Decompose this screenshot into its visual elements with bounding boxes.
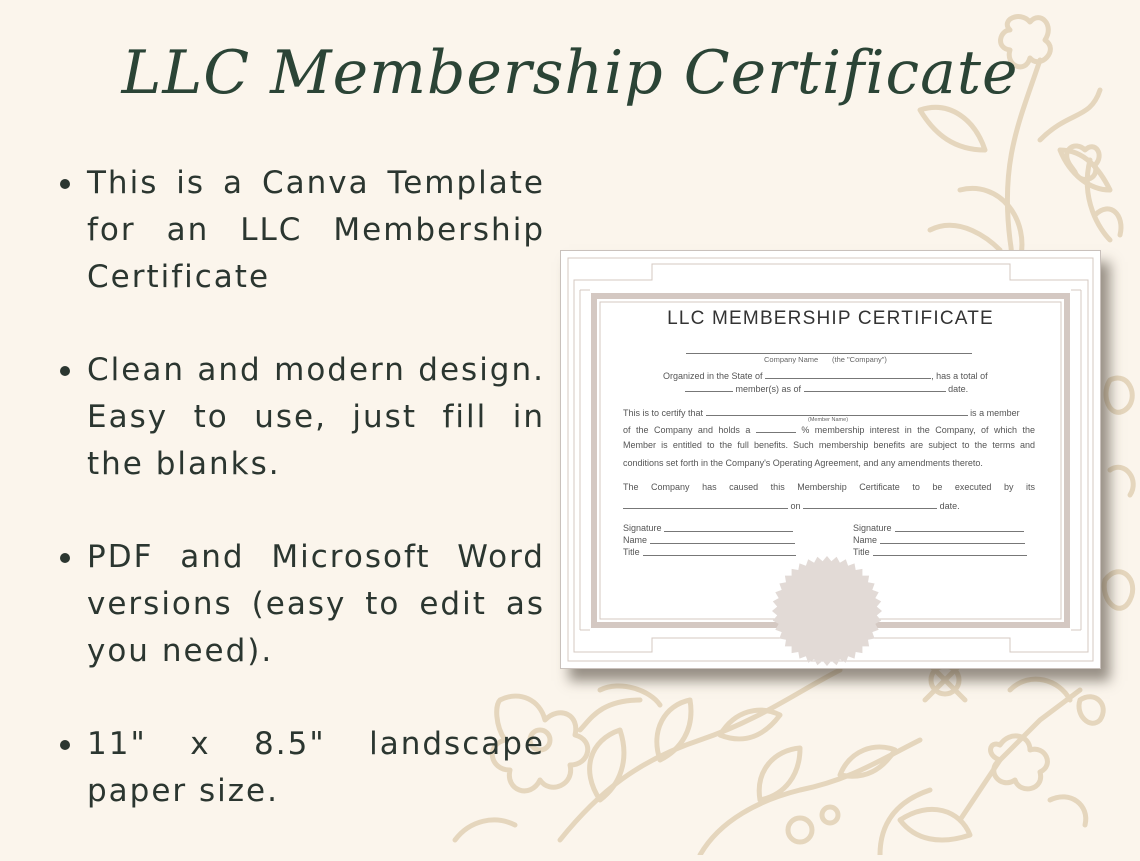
certificate-title: LLC MEMBERSHIP CERTIFICATE	[667, 308, 994, 329]
company-name-label: Company Name	[764, 355, 819, 364]
executed-date-label: date.	[939, 501, 960, 511]
company-alias-label: (the "Company")	[832, 355, 887, 364]
bullet-dot-icon	[60, 179, 70, 189]
bullet-dot-icon	[60, 740, 70, 750]
executed-date-blank	[803, 499, 937, 509]
feature-text: Clean and modern design. Easy to use, just fill in the blanks.	[87, 352, 545, 482]
feature-list	[60, 160, 545, 861]
percentage-blank	[756, 423, 796, 433]
signature-left-row	[623, 522, 793, 534]
on-label: on	[790, 501, 801, 511]
feature-item	[60, 721, 545, 815]
company-name-line	[686, 353, 972, 354]
title-right-blank	[873, 555, 1027, 556]
members-count-blank	[685, 382, 733, 392]
organized-line	[663, 369, 988, 381]
member-name-blank	[706, 406, 968, 416]
feature-item	[60, 534, 545, 675]
title-left-label: Title	[623, 547, 640, 557]
name-left-label: Name	[623, 535, 648, 545]
title-right-label: Title	[853, 547, 870, 557]
holds-line	[623, 423, 1035, 435]
executed-line: The Company has caused this Membership Certificate to be executed by its	[623, 482, 1035, 492]
certificate-preview	[560, 250, 1101, 669]
signature-right-row	[853, 522, 1024, 534]
signature-left-label: Signature	[623, 523, 662, 533]
certify-prefix: This is to certify that	[623, 408, 704, 418]
signature-right-blank	[895, 531, 1024, 532]
seal-icon	[771, 555, 883, 667]
name-left-row	[623, 534, 795, 546]
title-left-row	[623, 546, 796, 558]
certify-suffix: is a member	[970, 408, 1020, 418]
holds-prefix: of the Company and holds a	[623, 425, 751, 435]
name-right-label: Name	[853, 535, 878, 545]
member-name-hint: (Member Name)	[808, 417, 849, 423]
organized-prefix: Organized in the State of	[663, 371, 763, 381]
bullet-dot-icon	[60, 366, 70, 376]
page-title: LLC Membership Certificate	[121, 38, 1019, 108]
holds-suffix: % membership interest in the Company, of which the	[801, 425, 1035, 435]
members-date-blank	[804, 382, 946, 392]
title-right-row	[853, 546, 1027, 558]
feature-item	[60, 347, 545, 488]
members-date-label: date.	[948, 384, 969, 394]
bullet-dot-icon	[60, 553, 70, 563]
signature-right-label: Signature	[853, 523, 892, 533]
members-line	[685, 382, 968, 394]
feature-text: This is a Canva Template for an LLC Membership Certificate	[87, 165, 545, 295]
officer-blank	[623, 499, 788, 509]
signature-left-blank	[664, 531, 793, 532]
name-right-blank	[880, 543, 1025, 544]
state-blank	[765, 369, 931, 379]
executed-on-line	[623, 499, 960, 511]
feature-text: PDF and Microsoft Word versions (easy to edit as you need).	[87, 539, 545, 669]
feature-text: 11" x 8.5" landscape paper size.	[87, 726, 545, 809]
feature-item	[60, 160, 545, 301]
name-right-row	[853, 534, 1025, 546]
conditions-line: conditions set forth in the Company's Operating Agreement, and any amendments thereto.	[623, 458, 983, 468]
benefits-line: Member is entitled to the full benefits. Such membership benefits are subject to the terms and	[623, 440, 1035, 450]
name-left-blank	[650, 543, 795, 544]
members-label: member(s) as of	[735, 384, 802, 394]
organized-suffix: , has a total of	[931, 371, 988, 381]
title-left-blank	[643, 555, 796, 556]
